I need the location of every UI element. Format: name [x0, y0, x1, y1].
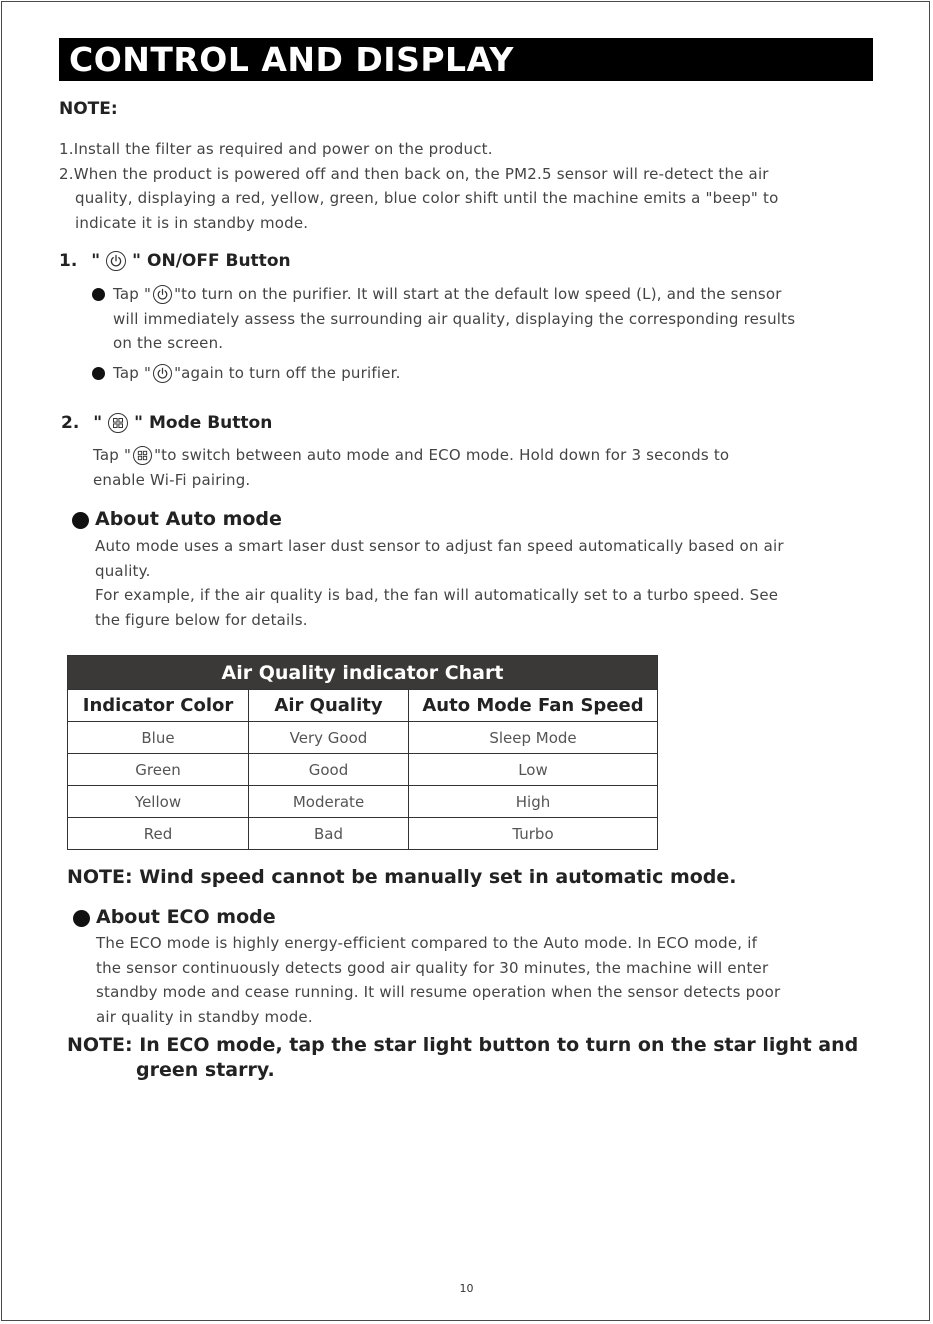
quote: "	[132, 251, 142, 271]
table-header: Auto Mode Fan Speed	[409, 690, 658, 722]
eco-mode-line: The ECO mode is highly energy-efficient compared to the Auto mode. In ECO mode, if	[96, 934, 758, 952]
section2-text-pre: Tap "	[93, 446, 132, 464]
table-row	[68, 818, 658, 850]
power-icon	[153, 364, 172, 383]
bullet-text-line: will immediately assess the surrounding air quality, displaying the corresponding results	[113, 309, 796, 328]
bullet-text-line: on the screen.	[113, 334, 224, 352]
table-cell: Green	[68, 754, 249, 786]
table-cell: Very Good	[249, 722, 409, 754]
eco-mode-line: air quality in standby mode.	[96, 1007, 313, 1026]
table-row	[68, 754, 658, 786]
bullet-dot	[73, 910, 90, 927]
quote: "	[91, 251, 101, 271]
table-cell: Blue	[68, 722, 249, 754]
auto-mode-line: For example, if the air quality is bad, the fan will automatically set to a turbo speed. See	[95, 586, 779, 604]
table-cell: Red	[68, 818, 249, 850]
bullet-text-post: "again to turn off the purifier.	[174, 364, 401, 382]
bullet-text-pre: Tap "	[113, 364, 152, 382]
eco-mode-line: standby mode and cease running. It will resume operation when the sensor detects poor	[96, 983, 781, 1001]
note-text	[59, 137, 859, 235]
auto-mode-note: NOTE: Wind speed cannot be manually set in automatic mode.	[67, 866, 737, 888]
table-cell: Good	[249, 754, 409, 786]
table-cell: High	[409, 786, 658, 818]
table-cell: Moderate	[249, 786, 409, 818]
section1-number: 1.	[59, 251, 78, 271]
auto-mode-line: the figure below for details.	[95, 610, 308, 629]
table-cell: Turbo	[409, 818, 658, 850]
section2-title: Mode Button	[149, 413, 273, 433]
mode-icon	[108, 413, 128, 433]
eco-mode-line: the sensor continuously detects good air quality for 30 minutes, the machine will enter	[96, 958, 769, 977]
table-caption: Air Quality indicator Chart	[68, 656, 658, 690]
auto-mode-title: About Auto mode	[95, 508, 282, 530]
note-line: indicate it is in standby mode.	[75, 213, 309, 232]
eco-mode-text	[96, 931, 780, 1029]
bullet-dot	[92, 367, 105, 380]
bullet-text-post: "to turn on the purifier. It will start at the default low speed (L), and the sensor	[174, 285, 782, 303]
table-row	[68, 786, 658, 818]
eco-mode-title: About ECO mode	[96, 906, 276, 928]
table-cell: Bad	[249, 818, 409, 850]
section2-text-line: enable Wi-Fi pairing.	[93, 470, 251, 489]
section2-text	[93, 443, 729, 492]
section1-bullet2	[113, 361, 401, 386]
bullet-text-pre: Tap "	[113, 285, 152, 303]
section1-bullet1	[113, 282, 795, 356]
section1-title: ON/OFF Button	[147, 251, 291, 271]
page-title: CONTROL AND DISPLAY	[59, 38, 873, 81]
bullet-dot	[72, 512, 89, 529]
section1-heading	[59, 249, 291, 273]
quote: "	[134, 413, 144, 433]
mode-icon	[133, 446, 152, 465]
note-line: quality, displaying a red, yellow, green, blue color shift until the machine emits a "beep" to	[75, 189, 779, 207]
air-quality-table	[67, 655, 658, 850]
note-line: 1.Install the filter as required and power on the product.	[59, 140, 493, 158]
table-cell: Sleep Mode	[409, 722, 658, 754]
auto-mode-line: quality.	[95, 561, 151, 580]
section2-number: 2.	[61, 413, 80, 433]
auto-mode-text	[95, 534, 784, 632]
quote: "	[93, 413, 103, 433]
table-cell: Low	[409, 754, 658, 786]
eco-mode-note-line2: green starry.	[136, 1059, 275, 1081]
table-header: Indicator Color	[68, 690, 249, 722]
power-icon	[106, 251, 126, 271]
table-row	[68, 722, 658, 754]
bullet-dot	[92, 288, 105, 301]
note-line: 2.When the product is powered off and then back on, the PM2.5 sensor will re-detect the air	[59, 164, 769, 183]
table-header: Air Quality	[249, 690, 409, 722]
eco-mode-note-line1: NOTE: In ECO mode, tap the star light button to turn on the star light and	[67, 1034, 859, 1056]
section2-heading	[61, 411, 272, 435]
power-icon	[153, 285, 172, 304]
note-label: NOTE:	[59, 99, 118, 119]
table-cell: Yellow	[68, 786, 249, 818]
section2-text-post: "to switch between auto mode and ECO mode. Hold down for 3 seconds to	[154, 446, 730, 464]
auto-mode-line: Auto mode uses a smart laser dust sensor to adjust fan speed automatically based on air	[95, 537, 784, 555]
page-number: 10	[459, 1282, 474, 1295]
